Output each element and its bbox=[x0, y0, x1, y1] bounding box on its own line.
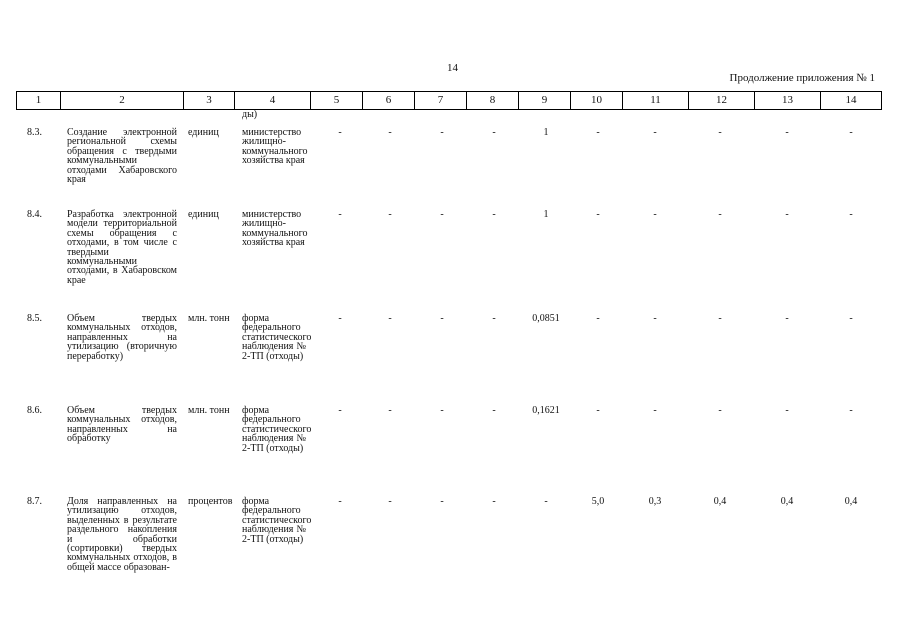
value-cell: - bbox=[785, 313, 789, 324]
value-cell: - bbox=[492, 209, 496, 220]
column-header-row bbox=[16, 91, 882, 110]
value-cell: - bbox=[718, 127, 722, 138]
value-cell: - bbox=[492, 496, 496, 507]
value-cell: - bbox=[440, 496, 444, 507]
column-header: 5 bbox=[310, 92, 362, 109]
value-cell: - bbox=[849, 405, 853, 416]
carryover-text: ды) bbox=[242, 109, 258, 120]
unit: млн. тонн bbox=[188, 405, 230, 416]
column-header: 6 bbox=[362, 92, 414, 109]
unit: единиц bbox=[188, 209, 219, 220]
value-cell: - bbox=[338, 405, 342, 416]
data-source: форма федерального статистического наблюдения № 2-ТП (отходы) bbox=[242, 405, 312, 454]
value-cell: - bbox=[492, 313, 496, 324]
indicator-name: Объем твердых коммунальных отходов, направленных на обработку bbox=[67, 405, 177, 445]
unit: процентов bbox=[188, 496, 233, 507]
indicator-name: Доля направленных на утилизацию отходов, выделенных в результате раздельного накопления и обработки (сортировки) твердых коммунальных отходов, в общей массе образован- bbox=[67, 496, 177, 573]
value-cell: 0,1621 bbox=[532, 405, 560, 416]
value-cell: - bbox=[718, 209, 722, 220]
value-cell: 0,4 bbox=[844, 496, 858, 507]
row-number: 8.5. bbox=[27, 313, 42, 324]
row-number: 8.3. bbox=[27, 127, 42, 138]
indicator-name: Разработка электронной модели территориальной схемы обращения с отходами, в том числе с твердыми коммунальными отходами, в Хабаровском крае bbox=[67, 209, 177, 286]
value-cell: - bbox=[492, 405, 496, 416]
row-number: 8.6. bbox=[27, 405, 42, 416]
value-cell: - bbox=[596, 127, 600, 138]
continuation-label: Продолжение приложения № 1 bbox=[729, 72, 875, 84]
data-source: форма федерального статистического наблюдения № 2-ТП (отходы) bbox=[242, 496, 312, 545]
value-cell: - bbox=[785, 209, 789, 220]
value-cell: - bbox=[596, 405, 600, 416]
value-cell: - bbox=[388, 313, 392, 324]
value-cell: - bbox=[596, 209, 600, 220]
value-cell: - bbox=[338, 313, 342, 324]
column-header: 12 bbox=[688, 92, 754, 109]
value-cell: - bbox=[849, 127, 853, 138]
page-number: 14 bbox=[447, 62, 458, 74]
value-cell: - bbox=[388, 405, 392, 416]
value-cell: 5,0 bbox=[591, 496, 605, 507]
column-header: 13 bbox=[754, 92, 820, 109]
value-cell: - bbox=[849, 313, 853, 324]
data-source: министерство жилищно-коммунального хозяйства края bbox=[242, 209, 308, 249]
value-cell: 0,3 bbox=[648, 496, 662, 507]
value-cell: - bbox=[785, 405, 789, 416]
value-cell: - bbox=[388, 209, 392, 220]
column-header: 9 bbox=[518, 92, 570, 109]
value-cell: - bbox=[544, 496, 548, 507]
value-cell: 0,4 bbox=[713, 496, 727, 507]
value-cell: - bbox=[338, 209, 342, 220]
unit: млн. тонн bbox=[188, 313, 230, 324]
value-cell: 0,0851 bbox=[532, 313, 560, 324]
value-cell: - bbox=[492, 127, 496, 138]
column-header: 1 bbox=[16, 92, 60, 109]
value-cell: 1 bbox=[543, 209, 549, 220]
column-header: 7 bbox=[414, 92, 466, 109]
value-cell: - bbox=[653, 313, 657, 324]
column-header: 3 bbox=[183, 92, 234, 109]
column-header: 8 bbox=[466, 92, 518, 109]
unit: единиц bbox=[188, 127, 219, 138]
value-cell: 0,4 bbox=[780, 496, 794, 507]
value-cell: - bbox=[440, 209, 444, 220]
column-header: 14 bbox=[820, 92, 882, 109]
value-cell: - bbox=[785, 127, 789, 138]
value-cell: - bbox=[596, 313, 600, 324]
column-header: 11 bbox=[622, 92, 688, 109]
data-source: форма федерального статистического наблюдения № 2-ТП (отходы) bbox=[242, 313, 312, 362]
value-cell: - bbox=[440, 127, 444, 138]
column-header: 2 bbox=[60, 92, 183, 109]
value-cell: - bbox=[440, 313, 444, 324]
row-number: 8.7. bbox=[27, 496, 42, 507]
value-cell: - bbox=[718, 313, 722, 324]
value-cell: - bbox=[653, 209, 657, 220]
indicator-name: Объем твердых коммунальных отходов, направленных на утилизацию (вторичную переработку) bbox=[67, 313, 177, 362]
value-cell: - bbox=[388, 127, 392, 138]
column-header: 4 bbox=[234, 92, 310, 109]
value-cell: - bbox=[653, 127, 657, 138]
value-cell: - bbox=[849, 209, 853, 220]
indicator-name: Создание электронной региональной схемы обращения с твердыми коммунальными отходами Хабаровского края bbox=[67, 127, 177, 186]
row-number: 8.4. bbox=[27, 209, 42, 220]
value-cell: - bbox=[388, 496, 392, 507]
column-header: 10 bbox=[570, 92, 622, 109]
data-source: министерство жилищно-коммунального хозяйства края bbox=[242, 127, 308, 167]
value-cell: 1 bbox=[543, 127, 549, 138]
value-cell: - bbox=[440, 405, 444, 416]
value-cell: - bbox=[653, 405, 657, 416]
value-cell: - bbox=[718, 405, 722, 416]
value-cell: - bbox=[338, 127, 342, 138]
value-cell: - bbox=[338, 496, 342, 507]
